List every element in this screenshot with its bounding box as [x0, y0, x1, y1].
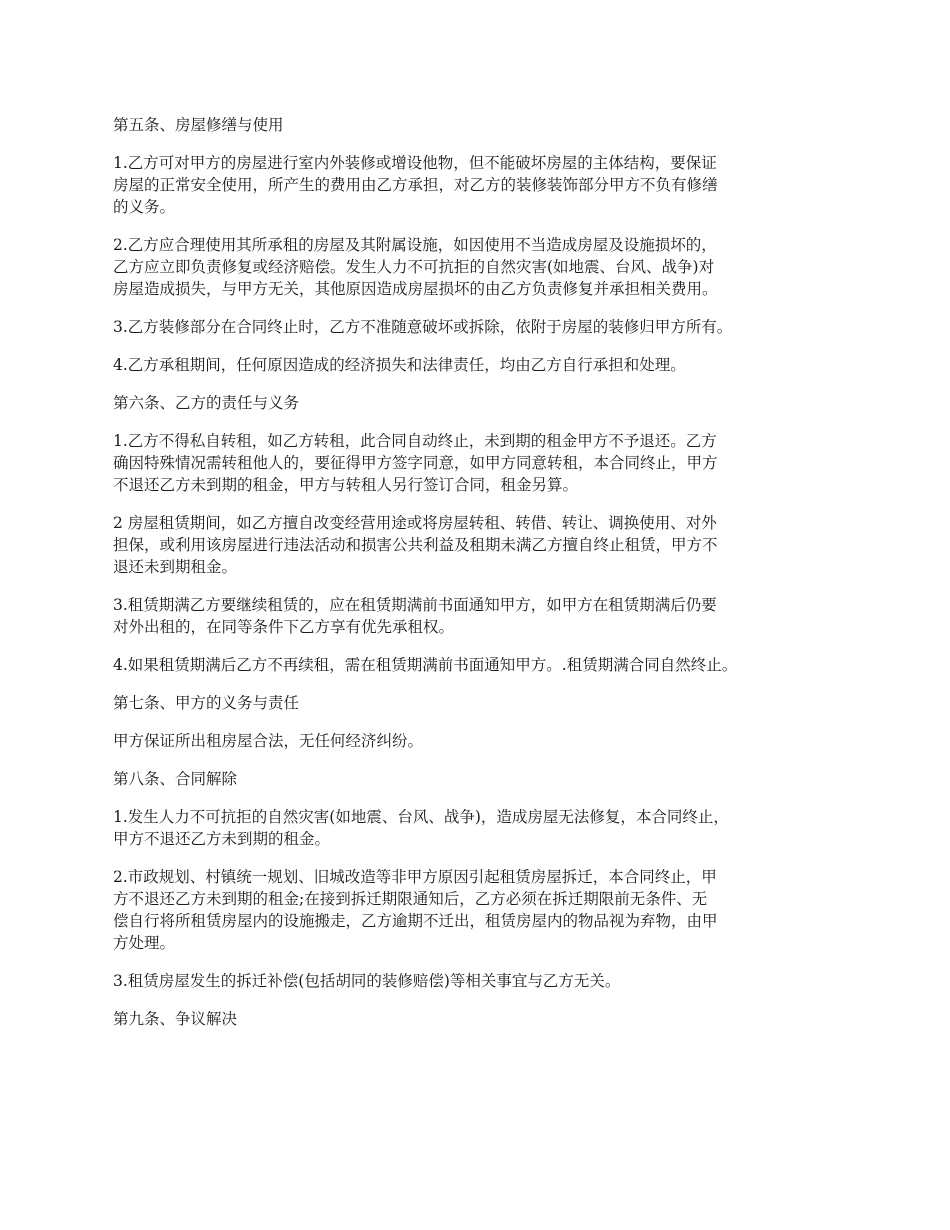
text-line: 第七条、甲方的义务与责任 [113, 694, 300, 712]
article-5-clause-3 [113, 316, 853, 338]
article-8-heading [113, 768, 853, 790]
text-line: 3.租赁期满乙方要继续租赁的，应在租赁期满前书面通知甲方，如甲方在租赁期满后仍要 [113, 596, 717, 614]
text-line: 甲方保证所出租房屋合法，无任何经济纠纷。 [113, 732, 424, 750]
article-6-clause-3 [113, 594, 853, 638]
text-line: 第六条、乙方的责任与义务 [113, 394, 300, 412]
article-6-clause-4 [113, 654, 853, 676]
text-line: 4.如果租赁期满后乙方不再续租，需在租赁期满前书面通知甲方。.租赁期满合同自然终止。 [113, 656, 738, 674]
article-5-clause-4 [113, 354, 853, 376]
text-line: 退还未到期租金。 [113, 558, 238, 576]
text-line: 2.乙方应合理使用其所承租的房屋及其附属设施，如因使用不当造成房屋及设施损坏的， [113, 236, 717, 254]
text-line: 确因特殊情况需转租他人的，要征得甲方签字同意，如甲方同意转租，本合同终止，甲方 [113, 454, 718, 472]
text-line: 1.乙方不得私自转租，如乙方转租，此合同自动终止，未到期的租金甲方不予退还。乙方 [113, 432, 717, 450]
article-8-clause-1 [113, 806, 853, 850]
article-5-heading [113, 114, 853, 136]
text-line: 的义务。 [113, 198, 176, 216]
text-line: 2.市政规划、村镇统一规划、旧城改造等非甲方原因引起租赁房屋拆迁，本合同终止，甲 [113, 868, 717, 886]
text-line: 方不退还乙方未到期的租金;在接到拆迁期限通知后，乙方必须在拆迁期限前无条件、无 [113, 890, 708, 908]
text-line: 乙方应立即负责修复或经济赔偿。发生人力不可抗拒的自然灾害(如地震、台风、战争)对 [113, 258, 715, 276]
text-line: 房屋的正常安全使用，所产生的费用由乙方承担，对乙方的装修装饰部分甲方不负有修缮 [113, 176, 718, 194]
text-line: 方处理。 [113, 934, 176, 952]
text-line: 1.发生人力不可抗拒的自然灾害(如地震、台风、战争)，造成房屋无法修复，本合同终止， [113, 808, 729, 826]
text-line: 第八条、合同解除 [113, 770, 238, 788]
article-9-heading [113, 1008, 853, 1030]
text-line: 第五条、房屋修缮与使用 [113, 116, 284, 134]
article-6-heading [113, 392, 853, 414]
text-line: 第九条、争议解决 [113, 1010, 238, 1028]
article-7-body [113, 730, 853, 752]
text-line: 2 房屋租赁期间，如乙方擅自改变经营用途或将房屋转租、转借、转让、调换使用、对外 [113, 514, 717, 532]
text-line: 担保，或利用该房屋进行违法活动和损害公共利益及租期未满乙方擅自终止租赁，甲方不 [113, 536, 718, 554]
text-line: 4.乙方承租期间，任何原因造成的经济损失和法律责任，均由乙方自行承担和处理。 [113, 356, 686, 374]
article-7-heading [113, 692, 853, 714]
article-8-clause-3 [113, 970, 853, 992]
text-line: 3.租赁房屋发生的拆迁补偿(包括胡同的装修赔偿)等相关事宜与乙方无关。 [113, 972, 621, 990]
article-5-clause-1 [113, 152, 853, 218]
text-line: 甲方不退还乙方未到期的租金。 [113, 830, 331, 848]
text-line: 1.乙方可对甲方的房屋进行室内外装修或增设他物，但不能破坏房屋的主体结构，要保证 [113, 154, 717, 172]
article-8-clause-2 [113, 866, 853, 954]
document-page [113, 114, 853, 1046]
text-line: 对外出租的，在同等条件下乙方享有优先承租权。 [113, 618, 455, 636]
article-5-clause-2 [113, 234, 853, 300]
article-6-clause-2 [113, 512, 853, 578]
text-line: 不退还乙方未到期的租金，甲方与转租人另行签订合同，租金另算。 [113, 476, 579, 494]
text-line: 房屋造成损失，与甲方无关，其他原因造成房屋损坏的由乙方负责修复并承担相关费用。 [113, 280, 718, 298]
text-line: 3.乙方装修部分在合同终止时，乙方不准随意破坏或拆除，依附于房屋的装修归甲方所有。 [113, 318, 733, 336]
article-6-clause-1 [113, 430, 853, 496]
text-line: 偿自行将所租赁房屋内的设施搬走，乙方逾期不迁出，租赁房屋内的物品视为弃物，由甲 [113, 912, 718, 930]
